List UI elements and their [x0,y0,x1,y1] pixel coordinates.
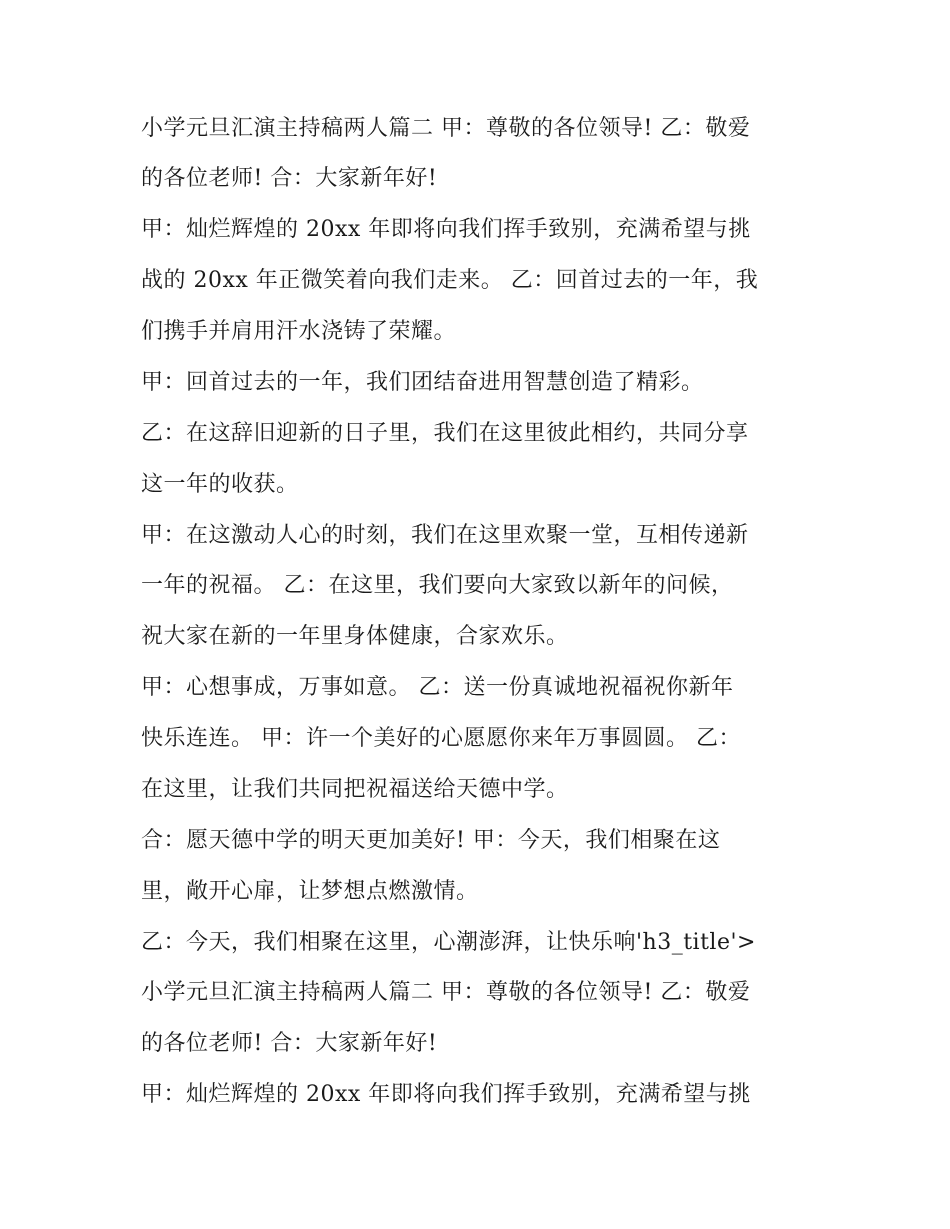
text-line: 乙：在这辞旧迎新的日子里，我们在这里彼此相约，共同分享 [141,421,749,446]
text-line: 甲：灿烂辉煌的 20xx 年即将向我们挥手致别，充满希望与挑 [141,217,751,242]
text-line: 这一年的收获。 [141,472,299,497]
text-line: 祝大家在新的一年里身体健康，合家欢乐。 [141,624,569,649]
text-line: 小学元旦汇演主持稿两人篇二 甲：尊敬的各位领导! 乙：敬爱 [141,116,751,141]
text-line: 在这里，让我们共同把祝福送给天德中学。 [141,777,569,802]
text-line: 一年的祝福。 乙：在这里，我们要向大家致以新年的问候， [141,573,734,598]
text-line: 合：愿天德中学的明天更加美好! 甲：今天，我们相聚在这 [141,828,721,853]
text-line: 的各位老师! 合：大家新年好! [141,166,438,191]
text-line: 战的 20xx 年正微笑着向我们走来。 乙：回首过去的一年，我 [141,268,759,293]
text-line: 甲：心想事成，万事如意。 乙：送一份真诚地祝福祝你新年 [141,675,734,700]
text-line: 们携手并肩用汗水浇铸了荣耀。 [141,319,457,344]
text-line: 乙：今天，我们相聚在这里，心潮澎湃，让快乐响'h3_title'> [141,930,756,955]
text-line: 甲：回首过去的一年，我们团结奋进用智慧创造了精彩。 [141,370,704,395]
text-line: 小学元旦汇演主持稿两人篇二 甲：尊敬的各位领导! 乙：敬爱 [141,980,751,1005]
text-line: 的各位老师! 合：大家新年好! [141,1031,438,1056]
text-line: 甲：灿烂辉煌的 20xx 年即将向我们挥手致别，充满希望与挑 [141,1082,751,1107]
text-line: 里，敞开心扉，让梦想点燃激情。 [141,879,479,904]
text-line: 甲：在这激动人心的时刻，我们在这里欢聚一堂，互相传递新 [141,523,749,548]
text-line: 快乐连连。 甲：许一个美好的心愿愿你来年万事圆圆。 乙： [141,726,741,751]
